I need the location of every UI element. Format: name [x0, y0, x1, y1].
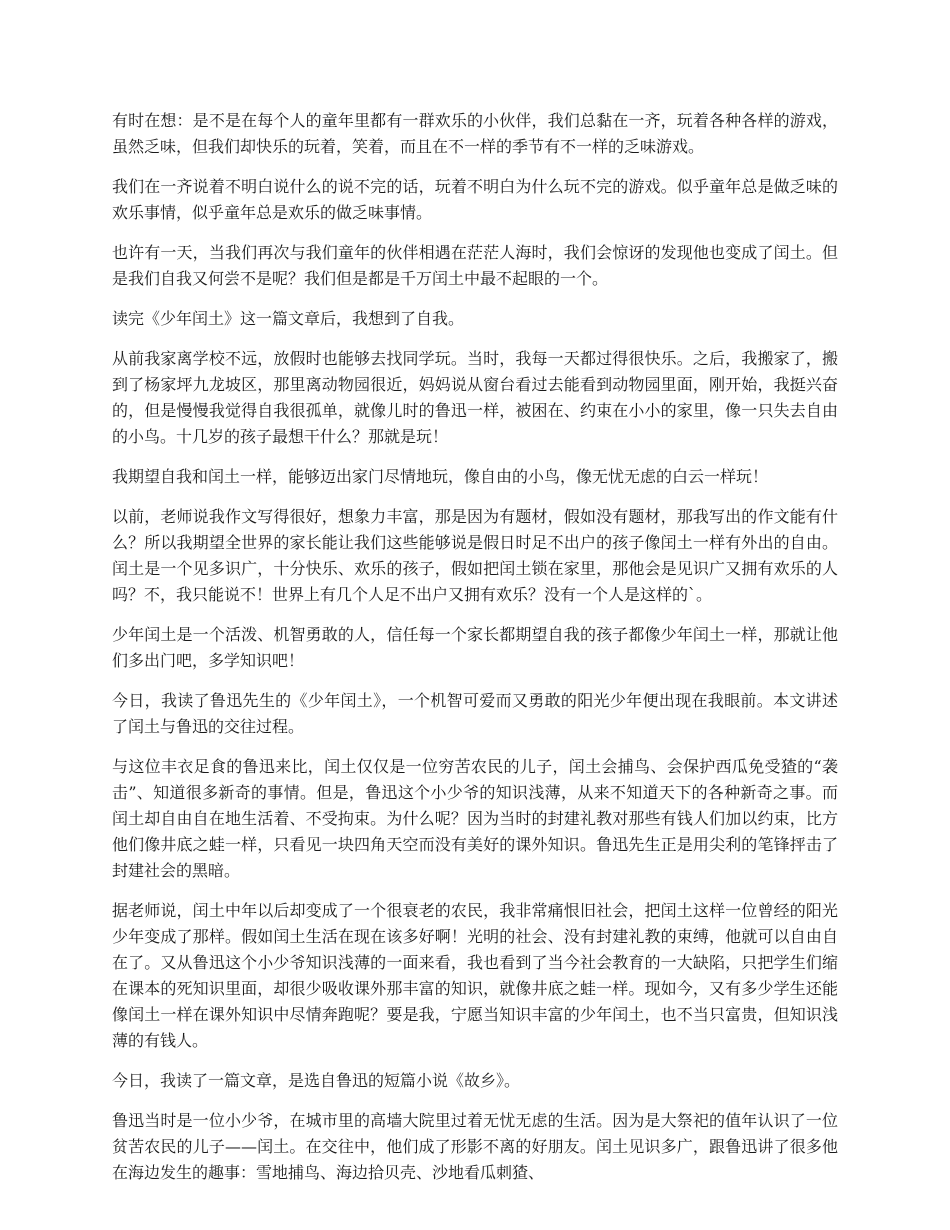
- paragraph: 读完《少年闰土》这一篇文章后，我想到了自我。: [112, 309, 465, 328]
- paragraph: 少年闰土是一个活泼、机智勇敢的人，信任每一个家长都期望自我的孩子都像少年闰土一样，那就让他们多出门吧，多学知识吧！: [112, 625, 838, 670]
- paragraph: 我期望自我和闰土一样，能够迈出家门尽情地玩，像自由的小鸟，像无忧无虑的白云一样玩！: [112, 467, 769, 486]
- paragraph: 鲁迅当时是一位小少爷，在城市里的高墙大院里过着无忧无虑的生活。因为是大祭祀的值年认识了一位贫苦农民的儿子——闰土。在交往中，他们成了形影不离的好朋友。闰土见识多广，跟鲁迅讲了很多他在海边发生的趣事：雪地捕鸟、海边拾贝壳、沙地看瓜刺猹、: [112, 1111, 838, 1182]
- paragraph: 以前，老师说我作文写得很好，想象力丰富，那是因为有题材，假如没有题材，那我写出的作文能有什么？所以我期望全世界的家长能让我们这些能够说是假日时足不出户的孩子像闰土一样有外出的自由。闰土是一个见多识广，十分快乐、欢乐的孩子，假如把闰土锁在家里，那他会是见识广又拥有欢乐的人吗？不，我只能说不！世界上有几个人足不出户又拥有欢乐？没有一个人是这样的`。: [112, 507, 838, 604]
- paragraph: 据老师说，闰土中年以后却变成了一个很衰老的农民，我非常痛恨旧社会，把闰土这样一位曾经的阳光少年变成了那样。假如闰土生活在现在该多好啊！光明的社会、没有封建礼教的束缚，他就可以自由自在了。又从鲁迅这个小少爷知识浅薄的一面来看，我也看到了当今社会教育的一大缺陷，只把学生们缩在课本的死知识里面，却很少吸收课外那丰富的知识，就像井底之蛙一样。现如今，又有多少学生还能像闰土一样在课外知识中尽情奔跑呢？要是我，宁愿当知识丰富的少年闰土，也不当只富贵，但知识浅薄的有钱人。: [112, 901, 838, 1050]
- paragraph: 今日，我读了鲁迅先生的《少年闰土》，一个机智可爱而又勇敢的阳光少年便出现在我眼前。本文讲述了闰土与鲁迅的交往过程。: [112, 691, 838, 736]
- paragraph: 与这位丰衣足食的鲁迅来比，闰土仅仅是一位穷苦农民的儿子，闰土会捕鸟、会保护西瓜免受猹的“袭击”、知道很多新奇的事情。但是，鲁迅这个小少爷的知识浅薄，从来不知道天下的各种新奇之事。而闰土却自由自在地生活着、不受拘束。为什么呢？因为当时的封建礼教对那些有钱人们加以约束，比方他们像井底之蛙一样，只看见一块四角天空而没有美好的课外知识。鲁迅先生正是用尖利的笔锋抨击了封建社会的黑暗。: [112, 757, 838, 880]
- paragraph: 也许有一天，当我们再次与我们童年的伙伴相遇在茫茫人海时，我们会惊讶的发现他也变成了闰土。但是我们自我又何尝不是呢？我们但是都是千万闰土中最不起眼的一个。: [112, 243, 838, 288]
- paragraph: 我们在一齐说着不明白说什么的说不完的话，玩着不明白为什么玩不完的游戏。似乎童年总是做乏味的欢乐事情，似乎童年总是欢乐的做乏味事情。: [112, 177, 838, 222]
- paragraph: 从前我家离学校不远，放假时也能够去找同学玩。当时，我每一天都过得很快乐。之后，我搬家了，搬到了杨家坪九龙坡区，那里离动物园很近，妈妈说从窗台看过去能看到动物园里面，刚开始，我挺兴奋的，但是慢慢我觉得自我很孤单，就像儿时的鲁迅一样，被困在、约束在小小的家里，像一只失去自由的小鸟。十几岁的孩子最想干什么？那就是玩！: [112, 349, 838, 446]
- paragraph: 今日，我读了一篇文章，是选自鲁迅的短篇小说《故乡》。: [112, 1071, 521, 1090]
- paragraph: 有时在想：是不是在每个人的童年里都有一群欢乐的小伙伴，我们总黏在一齐，玩着各种各样的游戏，虽然乏味，但我们却快乐的玩着，笑着，而且在不一样的季节有不一样的乏味游戏。: [112, 111, 838, 156]
